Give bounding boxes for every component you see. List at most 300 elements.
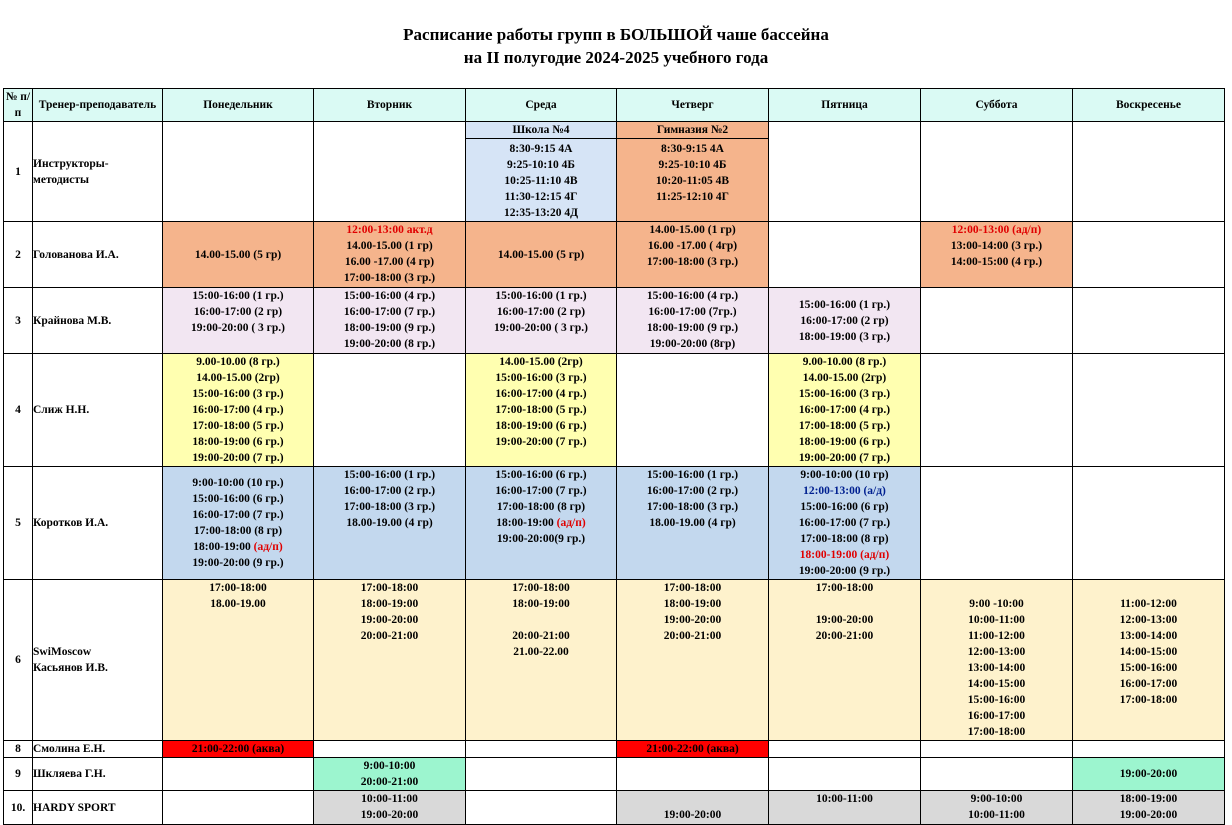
time-slot-text: 18:00-19:00 (6 гр.) [495,420,587,432]
time-slot-text: 18:00-19:00 (9 гр.) [646,322,739,334]
schedule-cell-monday [163,222,314,288]
time-slot [314,222,465,238]
time-slot [617,222,768,238]
time-slot-text: 17:00-18:00 (8 гр) [496,501,586,513]
time-slot-text: 16:00-17:00 (4 гр.) [495,388,587,400]
time-slot-text: 19:00-20:00(9 гр.) [496,533,586,545]
schedule-cell-tuesday [314,467,466,580]
time-slot-text: 15:00-16:00 (3 гр.) [798,388,891,400]
time-slot-text: 14.00-15.00 (2гр) [802,372,887,384]
time-slot-text: 19:00-20:00 ( 3 гр.) [493,322,589,334]
schedule-cell-thursday [617,758,769,791]
time-slot-text: 19:00-20:00 (7 гр.) [798,452,891,464]
time-slot-text: 14.00-15.00 (5 гр) [194,248,282,261]
trainer-name-line: Шкляева Г.Н. [33,768,106,780]
time-slot [921,708,1072,724]
time-slot-text: 14.00-15.00 (1 гр) [346,240,433,252]
time-slot [314,758,465,774]
time-slot-text: 17:00-18:00 [663,582,722,594]
time-slot-text: 18:00-19:00 [663,598,722,610]
time-slot [769,791,920,807]
schedule-cell-monday [163,758,314,791]
time-slot-text: 12:35-13:20 4Д [503,207,579,219]
time-slot-text: 19:00-20:00 [663,614,722,626]
time-slot-text: 19:00-20:00 [1119,809,1178,821]
title-line-1: Расписание работы групп в БОЛЬШОЙ чаше бассейна [403,25,829,44]
time-slot [466,467,616,483]
time-slot-text: 17:00-18:00 (5 гр.) [192,420,284,432]
time-slot-text: 8:30-9:15 4А [661,143,724,155]
time-slot-text: 12:00-13:00 акт.д [346,224,433,236]
time-slot-text: 17:00-18:00 (3 гр.) [343,501,436,513]
time-slot-text: 20:00-21:00 [360,630,419,642]
time-slot-text: 14.00-15.00 (2гр) [196,372,280,384]
time-slot-text: 17:00-18:00 (5 гр.) [495,404,587,416]
schedule-cell-friday [769,741,921,758]
time-slot [617,336,768,352]
time-slot-text: 15:00-16:00 (6 гр.) [495,469,587,481]
time-slot [163,491,313,507]
time-slot-text: 16:00-17:00 (7 гр.) [343,306,436,318]
trainer-name [33,467,163,580]
schedule-cell-tuesday [314,354,466,467]
schedule-cell-sunday [1073,741,1225,758]
time-slot-text: 19:00-20:00 ( 3 гр.) [190,322,286,334]
time-slot-text: 19:00-20:00 (8гр) [649,338,736,350]
schedule-cell-sunday [1073,222,1225,288]
time-slot [1073,807,1224,823]
time-slot-text: 20:00-21:00 [663,630,722,642]
time-slot-text: 20:00-21:00 [360,776,419,788]
time-slot [466,531,616,547]
time-slot-text: 9:25-10:10 4Б [507,159,575,171]
time-slot-note: (ад/п) [253,541,283,553]
time-slot-text: 18:00-19:00 [193,541,254,553]
time-slot [163,507,313,523]
time-slot [163,402,313,418]
time-slot-text: 9:00 -10:00 [969,598,1024,610]
time-slot-text: 14:00-15:00 [967,678,1026,690]
time-slot [617,467,768,483]
time-slot-text: 21:00-22:00 (аква) [646,743,739,755]
time-slot-text: 18.00-19.00 (4 гр) [346,517,433,529]
time-slot [617,157,768,173]
row-number: 5 [4,467,33,580]
time-slot [466,628,616,644]
time-slot-text: 16:00-17:00 (4 гр.) [798,404,891,416]
time-slot [617,499,768,515]
time-slot-text: 18:00-19:00 (9 гр.) [343,322,436,334]
time-slot-text: 16:00-17:00 (7гр.) [648,306,737,318]
time-slot [1073,580,1224,596]
schedule-cell-tuesday [314,741,466,758]
time-slot-text: 13:00-14:00 [967,662,1026,674]
time-slot [921,612,1072,628]
schedule-cell-wednesday [466,467,617,580]
time-slot [163,555,313,571]
title-line-2: на II полугодие 2024-2025 учебного года [463,48,769,67]
time-slot [617,320,768,336]
schedule-cell-saturday [921,758,1073,791]
time-slot-text: 8:30-9:15 4А [509,143,573,155]
time-slot-text: 17:00-18:00 (8 гр) [193,525,283,537]
schedule-cell-monday [163,122,314,222]
time-slot-text: 9:25-10:10 4Б [658,159,727,171]
time-slot [163,304,313,320]
schedule-cell-saturday [921,791,1073,825]
row-number: 6 [4,580,33,741]
time-slot [1073,766,1224,782]
schedule-cell-saturday [921,354,1073,467]
time-slot [769,329,920,345]
table-row [4,354,1225,467]
time-slot-text: 10:20-11:05 4В [655,175,730,187]
time-slot [466,354,616,370]
schedule-cell-thursday [617,741,769,758]
time-slot-text: 19:00-20:00 (9 гр.) [192,557,284,569]
time-slot [314,320,465,336]
time-slot [163,386,313,402]
time-slot-text: 15:00-16:00 (3 гр.) [192,388,284,400]
schedule-cell-wednesday [466,791,617,825]
time-slot-text: 10:00-11:00 [816,793,873,805]
schedule-cell-friday [769,288,921,354]
schedule-cell-tuesday [314,758,466,791]
time-slot-text: 16:00-17:00 (2 гр.) [646,485,739,497]
time-slot-text: 11:25-12:10 4Г [656,191,729,203]
time-slot [921,254,1072,270]
time-slot-text: 18:00-19:00 [360,598,419,610]
time-slot-text: 13:00-14:00 (3 гр.) [950,240,1043,252]
time-slot-text: 15:00-16:00 (1 гр.) [495,290,587,302]
time-slot [921,596,1072,612]
time-slot-text: 19:00-20:00 (7 гр.) [495,436,587,448]
time-slot-text: 18.00-19.00 (4 гр) [649,517,736,529]
table-row [4,122,1225,222]
time-slot-text: 19:00-20:00 [815,614,874,626]
time-slot [617,483,768,499]
schedule-title [0,23,1232,69]
time-slot [769,612,920,628]
table-row [4,758,1225,791]
time-slot [617,515,768,531]
schedule-cell-sunday [1073,467,1225,580]
time-slot [1073,644,1224,660]
time-slot [163,370,313,386]
time-slot [1073,660,1224,676]
time-slot-text: 18:00-19:00 (6 гр.) [798,436,891,448]
time-slot [466,418,616,434]
time-slot [163,434,313,450]
time-slot [1073,596,1224,612]
time-slot [163,539,313,555]
time-slot-text: 12:00-13:00 (а/д) [803,485,886,497]
time-slot [314,612,465,628]
time-slot-text: 16:00-17:00 [967,710,1026,722]
schedule-cell-wednesday [466,758,617,791]
header-day-sunday: Воскресенье [1073,89,1225,122]
time-slot-text: 10:00-11:00 [968,614,1025,626]
schedule-cell-friday [769,791,921,825]
time-slot-text: 21:00-22:00 (аква) [191,743,285,755]
schedule-cell-monday [163,791,314,825]
schedule-cell-monday [163,741,314,758]
time-slot-text: 16:00-17:00 (2 гр) [193,306,283,318]
schedule-table [3,88,1225,825]
trainer-name [33,122,163,222]
time-slot-text: 16:00-17:00 (2 гр) [496,306,586,318]
time-slot [1073,628,1224,644]
schedule-cell-friday [769,467,921,580]
time-slot-text: 16:00-17:00 [1119,678,1178,690]
time-slot [921,791,1072,807]
time-slot [466,402,616,418]
time-slot [314,499,465,515]
time-slot [466,304,616,320]
time-slot [769,467,920,483]
row-number: 2 [4,222,33,288]
time-slot [466,205,616,221]
time-slot-text: 15:00-16:00 (1 гр.) [646,469,739,481]
header-day-friday: Пятница [769,89,921,122]
time-slot-text: 15:00-16:00 (1 гр.) [343,469,436,481]
time-slot [921,724,1072,740]
time-slot [769,580,920,596]
time-slot [617,254,768,270]
time-slot-text: 19:00-20:00 (7 гр.) [192,452,284,464]
time-slot-text: 17:00-18:00 [209,582,267,594]
time-slot [617,141,768,157]
time-slot [769,434,920,450]
time-slot [314,288,465,304]
time-slot [1073,791,1224,807]
time-slot-text: 17:00-18:00 (8 гр) [800,533,889,545]
time-slot [314,336,465,352]
time-slot-text: 18:00-19:00 (6 гр.) [192,436,284,448]
time-slot-text: 16:00-17:00 (7 гр.) [495,485,587,497]
schedule-body [4,122,1225,825]
time-slot [466,596,616,612]
time-slot-text: 21.00-22.00 [513,646,569,658]
time-slot [163,288,313,304]
schedule-cell-saturday [921,467,1073,580]
time-slot-text: 19:00-20:00 (9 гр.) [798,565,891,577]
time-slot-text: 17:00-18:00 [360,582,419,594]
time-slot-text: 14.00-15.00 (1 гр) [649,224,736,236]
schedule-cell-tuesday [314,791,466,825]
schedule-cell-sunday [1073,122,1225,222]
time-slot-text: 20:00-21:00 [512,630,570,642]
time-slot-text: 18:00-19:00 [512,598,570,610]
time-slot-text: 17:00-18:00 (3 гр.) [646,501,739,513]
time-slot [769,483,920,499]
trainer-name [33,580,163,741]
time-slot [466,612,616,628]
schedule-cell-thursday [617,580,769,741]
time-slot [466,499,616,515]
time-slot [921,692,1072,708]
time-slot-text: 10:25-11:10 4В [504,175,578,187]
schedule-cell-friday [769,758,921,791]
schedule-cell-monday [163,467,314,580]
time-slot-text: 16:00-17:00 (4 гр.) [192,404,284,416]
time-slot-text: 9:00-10:00 [970,793,1023,805]
time-slot-text: 17:00-18:00 (5 гр.) [798,420,891,432]
time-slot-text: 19:00-20:00 (8 гр.) [343,338,436,350]
time-slot [1073,612,1224,628]
table-row [4,580,1225,741]
time-slot [314,270,465,286]
time-slot [314,483,465,499]
time-slot-text: 15:00-16:00 (4 гр.) [343,290,436,302]
time-slot [163,450,313,466]
schedule-cell-monday [163,288,314,354]
time-slot [466,173,616,189]
time-slot [466,247,616,263]
time-slot [163,580,313,596]
time-slot [314,791,465,807]
time-slot-text: 18:00-19:00 (3 гр.) [798,330,891,343]
time-slot-text: 19:00-20:00 [360,809,419,821]
schedule-cell-friday [769,222,921,288]
time-slot-text: 18:00-19:00 (ад/п) [799,549,890,561]
time-slot-text: 15:00-16:00 (3 гр.) [495,372,587,384]
schedule-cell-monday [163,580,314,741]
trainer-name-line: Голованова И.А. [33,248,119,261]
header-trainer: Тренер-преподаватель [33,89,163,122]
time-slot [921,628,1072,644]
schedule-cell-wednesday [466,354,617,467]
time-slot-text: 15:00-16:00 (6 гр.) [192,493,284,505]
schedule-cell-wednesday [466,288,617,354]
time-slot-text: 17:00-18:00 [815,582,874,594]
time-slot [769,313,920,329]
schedule-cell-monday [163,354,314,467]
time-slot [163,354,313,370]
trainer-name [33,741,163,758]
row-number: 8 [4,741,33,758]
time-slot-text: 13:00-14:00 [1119,630,1178,642]
time-slot-text: 18:00-19:00 [496,517,557,529]
time-slot [1073,676,1224,692]
trainer-name-line: SwiMoscow [33,646,92,658]
time-slot [769,418,920,434]
time-slot [617,628,768,644]
trainer-name-line: Слиж Н.Н. [33,404,90,416]
table-row [4,467,1225,580]
time-slot [466,386,616,402]
time-slot [769,499,920,515]
time-slot [769,531,920,547]
time-slot [314,596,465,612]
table-row [4,741,1225,758]
time-slot [466,515,616,531]
time-slot-text: 14:00-15:00 [1119,646,1178,658]
time-slot-text: 17:00-18:00 [512,582,570,594]
time-slot-text: 9.00-10.00 (8 гр.) [196,356,280,368]
header-day-thursday: Четверг [617,89,769,122]
schedule-cell-friday [769,122,921,222]
time-slot [466,370,616,386]
time-slot [314,807,465,823]
time-slot [163,596,313,612]
schedule-cell-tuesday [314,222,466,288]
header-day-tuesday: Вторник [314,89,466,122]
time-slot-text: 16.00 -17.00 (4 гр) [344,256,435,268]
time-slot [769,563,920,579]
time-slot-text: 18:00-19:00 [1119,793,1178,805]
time-slot-text: 17:00-18:00 (3 гр.) [343,272,436,284]
row-number: 9 [4,758,33,791]
table-row [4,222,1225,288]
time-slot [921,238,1072,254]
time-slot [617,741,768,757]
time-slot [769,547,920,563]
time-slot [617,807,768,823]
schedule-cell-saturday [921,288,1073,354]
time-slot-text: 16:00-17:00 (2 гр.) [343,485,436,497]
schedule-cell-thursday [617,122,769,222]
trainer-name-line: методисты [33,173,90,186]
time-slot [617,288,768,304]
time-slot-text: 12:00-13:00 [967,646,1026,658]
schedule-cell-thursday [617,791,769,825]
time-slot-text: 14.00-15.00 (2гр) [499,356,583,368]
time-slot-text: 19:00-20:00 [663,809,722,821]
row-number: 3 [4,288,33,354]
trainer-name-line: HARDY SPORT [33,801,116,814]
schedule-cell-saturday [921,222,1073,288]
trainer-name-line: Смолина Е.Н. [33,743,106,755]
trainer-name [33,791,163,825]
row-number: 10. [4,791,33,825]
time-slot-text: 15:00-16:00 (4 гр.) [646,290,739,302]
schedule-cell-friday [769,580,921,741]
time-slot-text: 16:00-17:00 (7 гр.) [798,517,891,529]
schedule-cell-tuesday [314,288,466,354]
time-slot-text: 10:00-11:00 [968,809,1025,821]
row-number: 1 [4,122,33,222]
table-row [4,791,1225,825]
time-slot-text: 11:30-12:15 4Г [504,191,578,203]
time-slot [617,238,768,254]
time-slot-text: 14.00-15.00 (5 гр) [497,248,585,261]
time-slot [921,660,1072,676]
time-slot [163,247,313,263]
time-slot-text: 10:00-11:00 [361,793,418,805]
time-slot [769,402,920,418]
time-slot [466,141,616,157]
time-slot-text: 11:00-12:00 [1120,598,1177,610]
time-slot-text: 17:00-18:00 [1119,694,1178,706]
trainer-name-line: Инструкторы- [33,157,109,170]
time-slot [769,515,920,531]
time-slot [163,475,313,491]
header-day-wednesday: Среда [466,89,617,122]
cell-group-header: Гимназия №2 [617,122,768,139]
trainer-name-line: Крайнова М.В. [33,314,112,327]
time-slot-text: 9:00-10:00 (10 гр) [800,469,889,481]
schedule-cell-thursday [617,467,769,580]
time-slot [769,450,920,466]
time-slot [921,807,1072,823]
time-slot-text: 20:00-21:00 [815,630,874,642]
time-slot [466,483,616,499]
trainer-name [33,758,163,791]
time-slot-text: 9.00-10.00 (8 гр.) [802,356,887,368]
header-num: № п/п [4,89,33,122]
trainer-name [33,222,163,288]
